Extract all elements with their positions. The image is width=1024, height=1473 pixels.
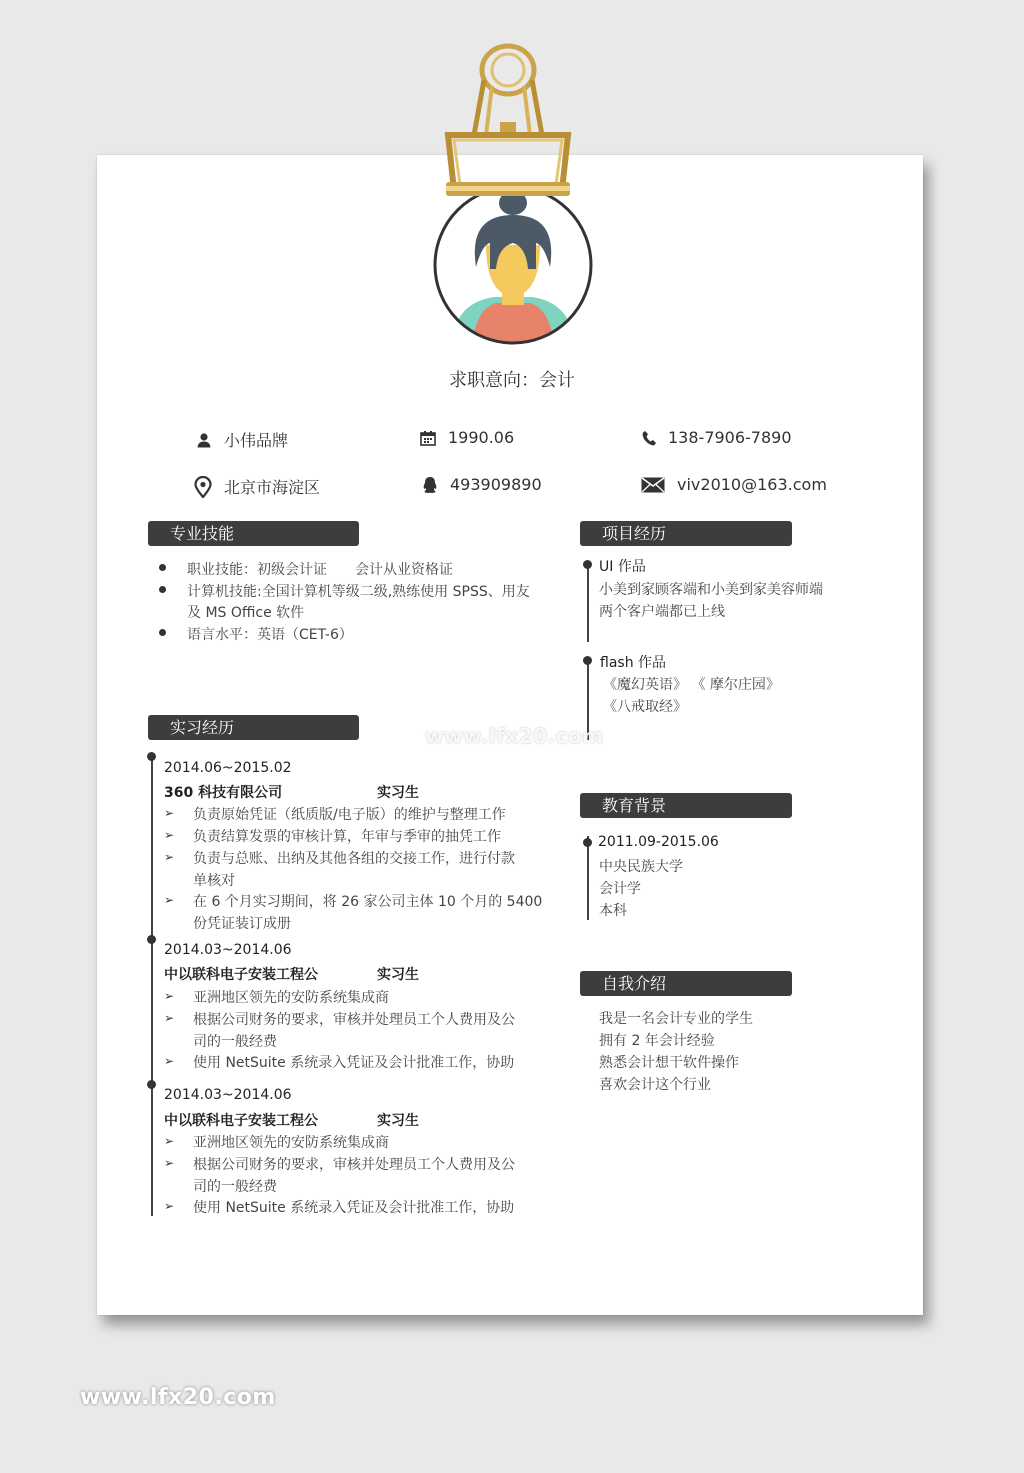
watermark-corner: www.lfx20.com [80,1385,276,1410]
intern-line: 负责结算发票的审核计算，年审与季审的抽凭工作 [193,829,501,845]
skills-item: 及 MS Office 软件 [187,605,305,621]
envelope-icon [641,477,665,493]
arrow-bullet: ➢ [164,1011,175,1025]
intern-line: 使用 NetSuite 系统录入凭证及会计批准工作，协助 [193,1200,515,1216]
intern-company: 中以联科电子安装工程公 [164,1113,318,1129]
timeline-dot [583,560,592,569]
phone-icon [642,430,656,446]
skills-item: 职业技能：初级会计证 会计从业资格证 [187,562,453,578]
arrow-bullet: ➢ [164,1054,175,1068]
about-line: 喜欢会计这个行业 [599,1077,711,1093]
binder-clip-icon [438,40,578,200]
intern-line: 在 6 个月实习期间，将 26 家公司主体 10 个月的 5400 [193,894,543,910]
arrow-bullet: ➢ [164,828,175,842]
project-line: 两个客户端都已上线 [599,604,725,620]
about-line: 拥有 2 年会计经验 [599,1033,715,1049]
intern-line: 司的一般经费 [193,1179,277,1195]
project-line: 小美到家顾客端和小美到家美容师端 [599,582,823,598]
intern-period: 2014.03~2014.06 [164,1087,292,1103]
about-line: 我是一名会计专业的学生 [599,1011,753,1027]
project-name: flash 作品 [600,655,667,671]
skills-item: 计算机技能:全国计算机等级二级,熟练使用 SPSS、用友 [187,584,530,600]
intern-role: 实习生 [377,1113,419,1129]
project-line: 《魔幻英语》 《 摩尔庄园》 [603,677,780,693]
intern-company: 中以联科电子安装工程公 [164,967,318,983]
arrow-bullet: ➢ [164,1199,175,1213]
projects-header: 项目经历 [580,521,792,546]
education-major: 会计学 [599,881,641,897]
contact-location: 北京市海淀区 [194,475,320,498]
intern-company: 360 科技有限公司 [164,785,283,801]
timeline-dot [583,656,592,665]
person-icon [196,432,212,448]
intern-line: 单核对 [193,873,235,889]
projects-timeline [587,562,589,642]
timeline-dot [147,935,156,944]
contact-email: viv2010@163.com [641,475,827,494]
skills-bullet [159,629,166,636]
skills-item: 语言水平：英语（CET-6） [187,627,353,643]
about-line: 熟悉会计想干软件操作 [599,1055,739,1071]
arrow-bullet: ➢ [164,893,175,907]
timeline-dot [147,1080,156,1089]
education-degree: 本科 [599,903,627,919]
intern-line: 司的一般经费 [193,1034,277,1050]
contact-birth: 1990.06 [420,428,514,447]
intern-line: 使用 NetSuite 系统录入凭证及会计批准工作，协助 [193,1055,515,1071]
project-line: 《八戒取经》 [603,699,687,715]
intern-role: 实习生 [377,967,419,983]
contact-name: 小伟品牌 [196,428,288,451]
education-school: 中央民族大学 [599,859,683,875]
education-header: 教育背景 [580,793,792,818]
skills-bullet [159,586,166,593]
intern-line: 亚洲地区领先的安防系统集成商 [193,1135,389,1151]
intern-role: 实习生 [377,785,419,801]
intern-line: 负责原始凭证（纸质版/电子版）的维护与整理工作 [193,807,506,823]
education-timeline [587,836,589,920]
intern-line: 份凭证装订成册 [193,916,291,932]
internship-header: 实习经历 [148,715,359,740]
internship-timeline [151,756,153,1216]
intern-line: 负责与总账、出纳及其他各组的交接工作，进行付款 [193,851,515,867]
avatar [432,185,594,345]
timeline-dot [583,838,592,847]
about-header: 自我介绍 [580,971,792,996]
intern-period: 2014.06~2015.02 [164,760,292,776]
location-pin-icon [194,476,212,498]
arrow-bullet: ➢ [164,1156,175,1170]
arrow-bullet: ➢ [164,850,175,864]
intern-line: 根据公司财务的要求，审核并处理员工个人费用及公 [193,1157,515,1173]
arrow-bullet: ➢ [164,806,175,820]
intern-line: 亚洲地区领先的安防系统集成商 [193,990,389,1006]
job-objective: 求职意向：会计 [449,370,575,391]
skills-bullet [159,564,166,571]
timeline-dot [147,752,156,761]
qq-penguin-icon [422,476,438,494]
watermark-center: www.lfx20.com [425,724,604,748]
contact-phone: 138-7906-7890 [642,428,792,447]
intern-line: 根据公司财务的要求，审核并处理员工个人费用及公 [193,1012,515,1028]
project-name: UI 作品 [599,559,646,575]
intern-period: 2014.03~2014.06 [164,942,292,958]
calendar-icon [420,430,436,446]
education-period: 2011.09-2015.06 [598,834,719,850]
arrow-bullet: ➢ [164,989,175,1003]
arrow-bullet: ➢ [164,1134,175,1148]
contact-qq: 493909890 [422,475,542,494]
skills-header: 专业技能 [148,521,359,546]
